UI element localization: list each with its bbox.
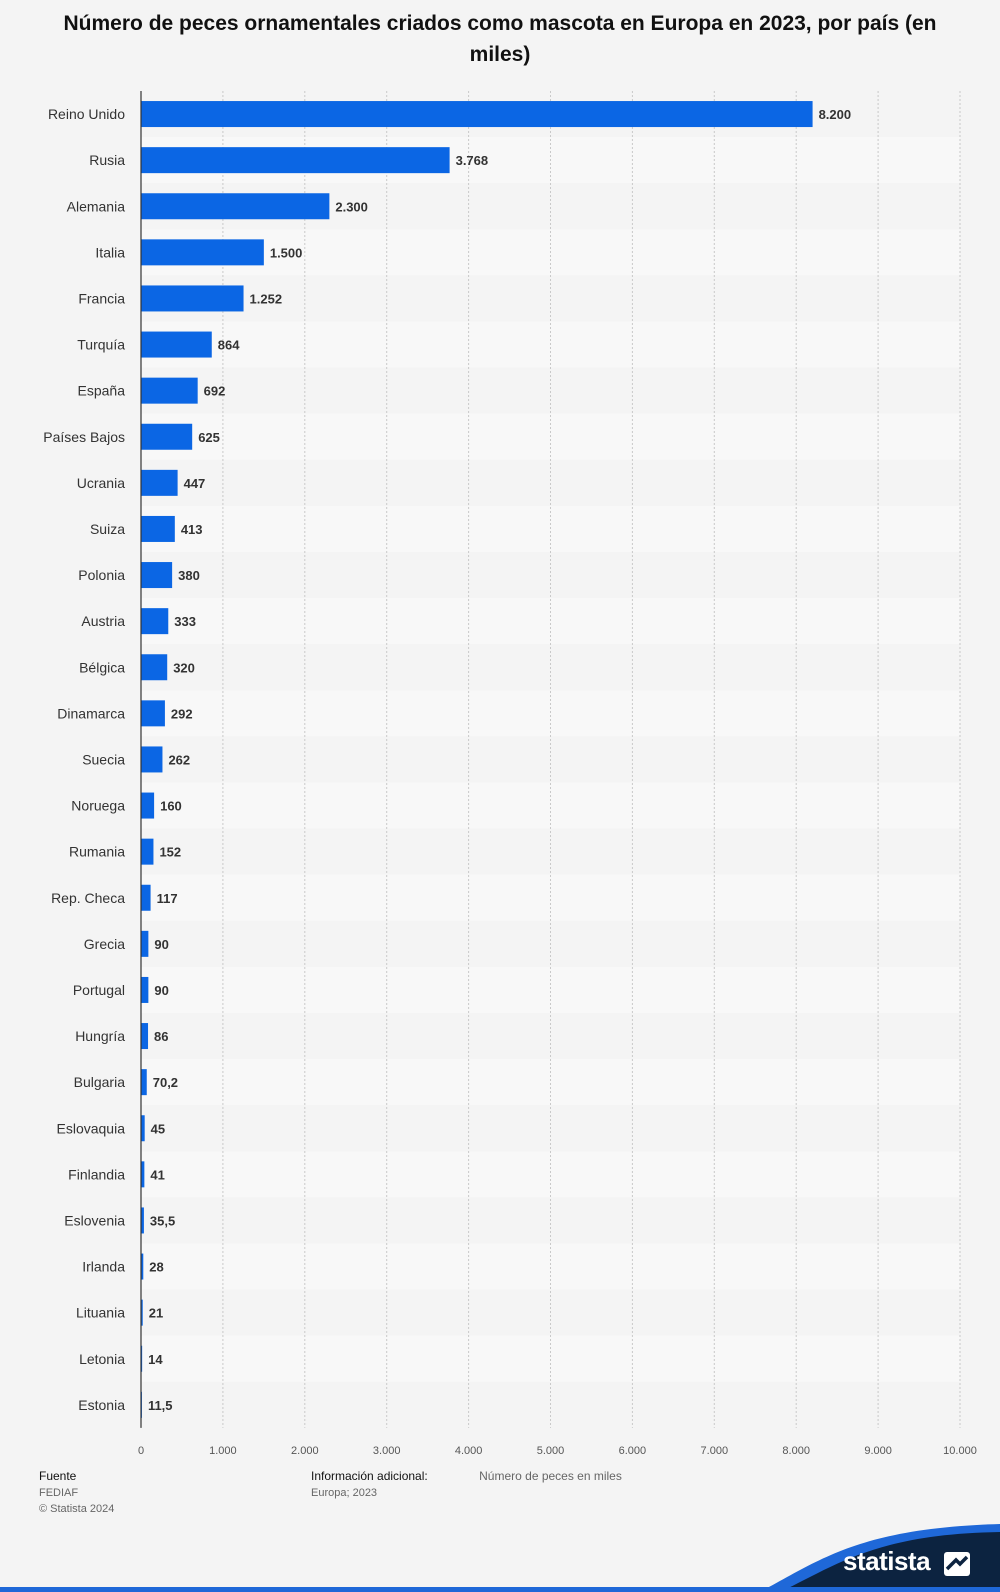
category-label: Letonia bbox=[79, 1350, 125, 1367]
x-tick-label: 10.000 bbox=[943, 1444, 977, 1457]
chart-title: Número de peces ornamentales criados como mascota en Europa en 2023, por país (en miles) bbox=[63, 12, 937, 66]
x-tick-label: 3.000 bbox=[372, 1444, 401, 1457]
value-label: 11,5 bbox=[147, 1397, 173, 1413]
x-tick-label: 2.000 bbox=[291, 1444, 319, 1457]
category-label: Ucrania bbox=[76, 474, 125, 491]
value-label: 90 bbox=[154, 982, 169, 998]
value-label: 262 bbox=[168, 752, 191, 768]
category-label: Turquía bbox=[77, 336, 125, 353]
category-label: Irlanda bbox=[82, 1258, 125, 1275]
category-label: Dinamarca bbox=[57, 705, 125, 722]
value-label: 90 bbox=[154, 936, 169, 952]
value-label: 692 bbox=[203, 383, 226, 399]
x-tick-label: 1.000 bbox=[209, 1444, 237, 1457]
statista-logo: statista bbox=[843, 1546, 931, 1576]
category-label: Suiza bbox=[89, 520, 125, 537]
category-label: Eslovenia bbox=[64, 1212, 125, 1229]
value-label: 8.200 bbox=[818, 107, 852, 123]
value-label: 1.500 bbox=[269, 245, 303, 261]
value-label: 3.768 bbox=[455, 153, 489, 169]
value-label: 864 bbox=[217, 337, 240, 353]
source-label: Fuente bbox=[39, 1469, 77, 1483]
category-label: Rep. Checa bbox=[51, 889, 125, 906]
value-label: 21 bbox=[148, 1305, 164, 1321]
category-label: Hungría bbox=[75, 1028, 125, 1045]
value-label: 35,5 bbox=[149, 1213, 176, 1229]
value-label: 413 bbox=[180, 521, 203, 537]
value-label: 117 bbox=[156, 890, 178, 906]
category-label: Italia bbox=[95, 244, 125, 261]
value-label: 14 bbox=[148, 1351, 163, 1367]
value-label: 625 bbox=[198, 429, 220, 445]
category-label: Países Bajos bbox=[43, 428, 125, 445]
category-label: Lituania bbox=[75, 1304, 125, 1321]
source-value: FEDIAF bbox=[39, 1487, 79, 1499]
category-label: Francia bbox=[78, 290, 125, 307]
x-tick-label: 5.000 bbox=[536, 1444, 565, 1457]
category-label: España bbox=[77, 382, 125, 399]
category-label: Noruega bbox=[71, 797, 125, 814]
copyright: © Statista 2024 bbox=[39, 1503, 115, 1515]
value-label: 2.300 bbox=[335, 199, 368, 215]
x-tick-label: 4.000 bbox=[454, 1444, 483, 1457]
value-label: 152 bbox=[159, 844, 182, 860]
info-label: Información adicional: bbox=[311, 1469, 428, 1483]
category-label: Suecia bbox=[82, 751, 125, 768]
category-label: Bulgaria bbox=[73, 1074, 125, 1091]
category-label: Alemania bbox=[66, 198, 125, 215]
x-axis-title: Número de peces en miles bbox=[479, 1468, 622, 1483]
category-label: Rusia bbox=[89, 152, 125, 169]
category-label: Bélgica bbox=[79, 659, 125, 676]
x-tick-label: 6.000 bbox=[618, 1444, 647, 1457]
category-label: Estonia bbox=[78, 1396, 125, 1413]
x-tick-label: 9.000 bbox=[864, 1444, 892, 1457]
x-tick-label: 8.000 bbox=[782, 1444, 810, 1457]
category-label: Polonia bbox=[78, 567, 125, 584]
value-label: 333 bbox=[174, 614, 196, 630]
category-label: Finlandia bbox=[68, 1166, 125, 1183]
category-label: Reino Unido bbox=[47, 106, 125, 123]
value-label: 45 bbox=[150, 1121, 166, 1137]
value-label: 86 bbox=[154, 1029, 169, 1045]
x-tick-label: 7.000 bbox=[700, 1444, 729, 1457]
category-label: Eslovaquia bbox=[56, 1120, 125, 1137]
category-label: Austria bbox=[81, 613, 125, 630]
value-label: 28 bbox=[149, 1259, 164, 1275]
statista-logo-icon bbox=[944, 1552, 970, 1576]
info-value: Europa; 2023 bbox=[311, 1487, 378, 1499]
value-label: 70,2 bbox=[152, 1075, 179, 1091]
value-label: 380 bbox=[178, 568, 200, 584]
value-label: 41 bbox=[150, 1167, 165, 1183]
category-label: Rumania bbox=[68, 843, 125, 860]
value-label: 320 bbox=[173, 660, 195, 676]
value-label: 160 bbox=[160, 798, 182, 814]
value-label: 447 bbox=[183, 475, 206, 491]
x-tick-label: 0 bbox=[137, 1444, 145, 1457]
category-label: Portugal bbox=[72, 981, 125, 998]
value-label: 1.252 bbox=[249, 291, 283, 307]
value-label: 292 bbox=[170, 706, 193, 722]
category-label: Grecia bbox=[83, 935, 125, 952]
